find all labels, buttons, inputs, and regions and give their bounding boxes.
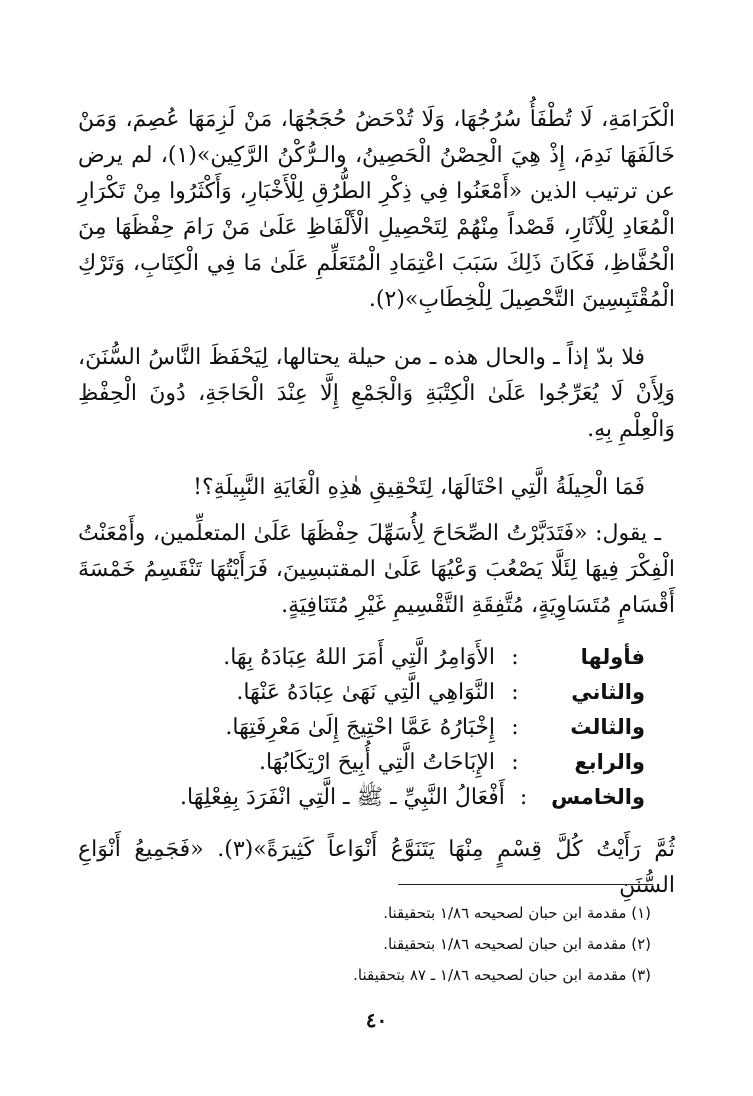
paragraph-2 bbox=[78, 340, 675, 448]
list-item-colon: : bbox=[511, 680, 519, 705]
footnote-divider bbox=[398, 884, 653, 885]
paragraph-2-text: فلا بدّ إذاً ـ والحال هذه ـ من حيلة يحتالها، لِيَحْفَظَ النَّاسُ السُّنَنَ، وَلِأَنْ لَا يُعَرِّجُوا عَلَىٰ الْكِتْبَةِ وَالْجَمْعِ إِلَّا عِنْدَ الْحَاجَةِ، دُونَ الْحِفْظِ وَالْعِلْمِ بِهِ. bbox=[78, 345, 675, 442]
footnote-3: (٣) مقدمة ابن حبان لصحيحه ١/٨٦ ـ ٨٧ بتحقيقنا. bbox=[353, 966, 651, 984]
footnote-1: (١) مقدمة ابن حبان لصحيحه ١/٨٦ بتحقيقنا. bbox=[383, 904, 651, 922]
list-item-colon: : bbox=[511, 645, 519, 670]
list-item-key: والثالث bbox=[570, 715, 645, 739]
paragraph-4-text: ثُمَّ رَأَيْتُ كُلَّ قِسْمٍ مِنْهَا يَتَنَوَّعُ أَنْوَاعاً كَثِيرَةً»(٣). «فَجَمِيعُ أَنْوَاعِ السُّنَنِ bbox=[78, 837, 675, 898]
page-number: ٤٠ bbox=[365, 1008, 388, 1032]
paragraph-4 bbox=[78, 832, 675, 904]
list-item bbox=[180, 675, 645, 710]
list-item bbox=[180, 710, 645, 745]
paragraph-1-text: الْكَرَامَةِ، لَا تُطْفَأُ سُرُجُهَا، وَلَا تُدْحَضُ حُجَجُهَا، مَنْ لَزِمَهَا عُصِمَ، وَمَنْ خَالَفَهَا نَدِمَ، إِذْ هِيَ الْحِصْنُ الْحَصِينُ، والـرُّكْنُ الرَّكِين»(١)، لم يرض عن ترتيب الذين «أَمْعَنُوا فِي ذِكْرِ الطُّرُقِ لِلْأَخْبَارِ، وَأَكْثَرُوا مِنْ تَكْرَارِ الْمُعَادِ لِلْآثَارِ، قَصْداً مِنْهُمْ لِتَحْصِيلِ الْأَلْفَاظِ عَلَىٰ مَنْ رَامَ حِفْظَهَا مِنَ الْحُفَّاظِ، فَكَانَ ذَلِكَ سَبَبَ اعْتِمَادِ الْمُتَعَلِّمِ عَلَىٰ مَا فِي الْكِتَابِ، وَتَرْكِ الْمُقْتَبِسِينَ التَّحْصِيلَ لِلْخِطَابِ»(٢). bbox=[78, 107, 675, 312]
list-item-colon: : bbox=[511, 715, 519, 740]
list-item-key: والرابع bbox=[574, 750, 645, 774]
list-item bbox=[180, 780, 645, 815]
list-item bbox=[180, 640, 645, 675]
footnotes bbox=[353, 898, 651, 991]
list-item-value: النَّوَاهِي الَّتِي نَهَىٰ عِبَادَهُ عَنْهَا. bbox=[236, 680, 495, 705]
paragraph-3-text: ـ يقول: «فَتَدَبَّرْتُ الصِّحَاحَ لِأُسَهِّلَ حِفْظَهَا عَلَىٰ المتعلِّمين، وأَمْعَنْتُ الْفِكْرَ فِيهَا لِئَلَّا يَصْعُبَ وَعْيُهَا عَلَىٰ المقتبسِينَ، فَرَأَيْتُهَا تَنْقَسِمُ خَمْسَةَ أَقْسَامٍ مُتَسَاوِيَةٍ، مُتَّفِقَةِ التَّقْسِيمِ غَيْرِ مُتَنَافِيَةٍ. bbox=[78, 521, 675, 618]
list-item-value: الأَوَامِرُ الَّتِي أَمَرَ اللهُ عِبَادَهُ بِهَا. bbox=[223, 645, 495, 670]
footnote-2: (٢) مقدمة ابن حبان لصحيحه ١/٨٦ بتحقيقنا. bbox=[383, 935, 651, 953]
list-item-key: والخامس bbox=[551, 785, 645, 809]
list-item-key: والثاني bbox=[571, 680, 645, 704]
categories-list bbox=[180, 640, 645, 815]
list-item-colon: : bbox=[519, 785, 528, 810]
list-item-value: الإِبَاحَاتُ الَّتِي أُبِيحَ ارْتِكَابُهَا. bbox=[258, 750, 495, 775]
question-line: فَمَا الْحِيلَةُ الَّتِي احْتَالَهَا، لِتَحْقِيقِ هٰذِهِ الْغَايَةِ النَّبِيلَةِ؟! bbox=[193, 475, 645, 500]
paragraph-1 bbox=[78, 102, 675, 318]
list-item-value: إِخْبَارُهُ عَمَّا احْتِيجَ إِلَىٰ مَعْرِفَتِهَا. bbox=[225, 715, 495, 740]
list-item-colon: : bbox=[511, 750, 519, 775]
list-item-value: أَفْعَالُ النَّبِيِّ ـ ﷺ ـ الَّتِي انْفَرَدَ بِفِعْلِهَا. bbox=[180, 785, 505, 810]
list-item-key: فأولها bbox=[580, 645, 645, 669]
list-item bbox=[180, 745, 645, 780]
paragraph-3 bbox=[78, 516, 675, 624]
